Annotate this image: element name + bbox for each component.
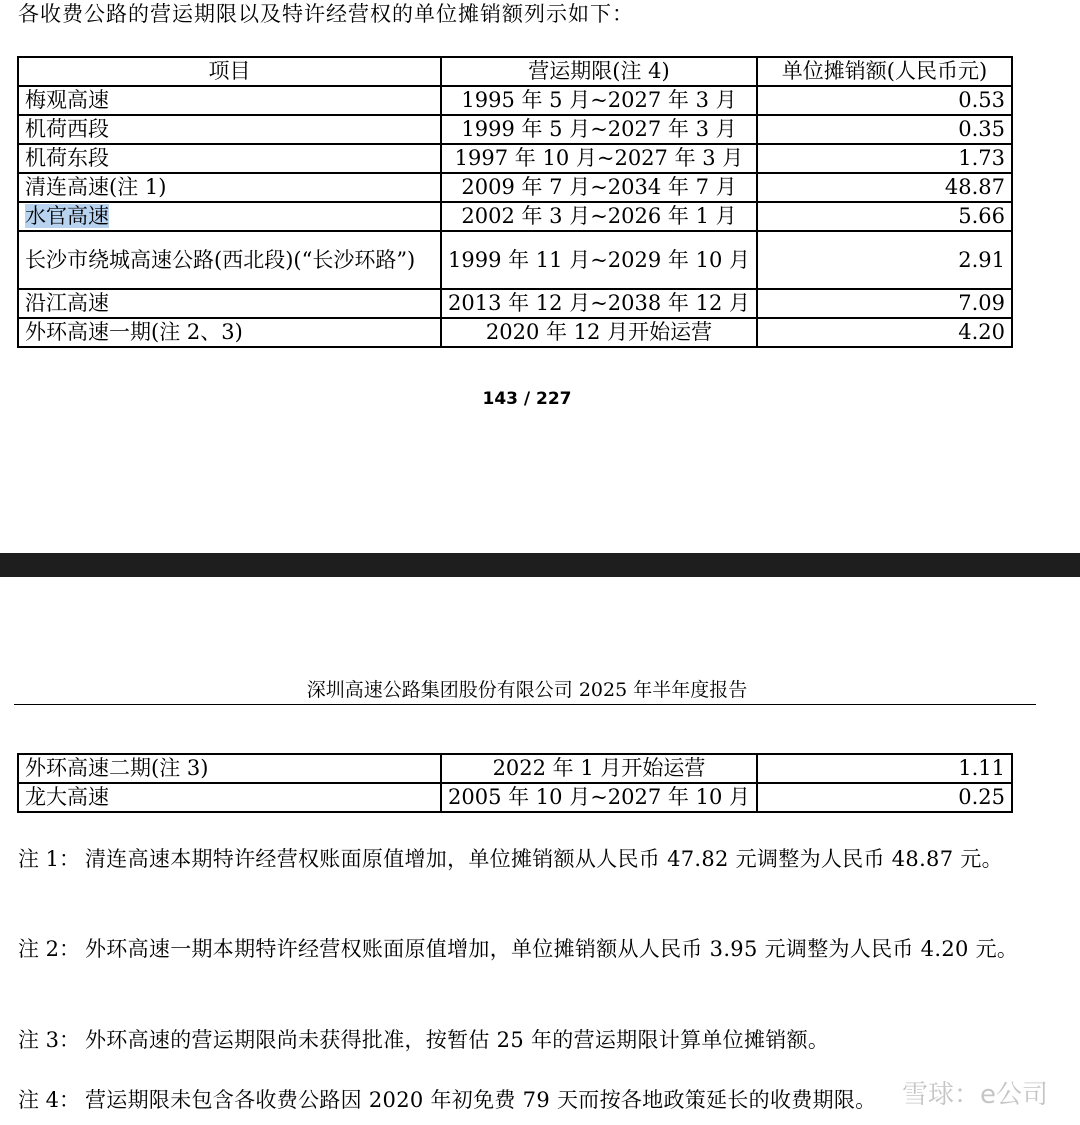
cell-amount: 0.35 [757, 115, 1012, 144]
table-row [18, 231, 1012, 289]
header-amount: 单位摊销额(人民币元) [757, 57, 1012, 86]
cell-period: 2009 年 7 月~2034 年 7 月 [441, 173, 757, 202]
cell-amount: 2.91 [757, 231, 1012, 289]
cell-period: 2020 年 12 月开始运营 [441, 318, 757, 347]
table-header-row [18, 57, 1012, 86]
note-text: 外环高速的营运期限尚未获得批准，按暂估 25 年的营运期限计算单位摊销额。 [85, 1028, 830, 1052]
table-row [18, 754, 1012, 783]
header-period: 营运期限(注 4) [441, 57, 757, 86]
note-1 [18, 843, 1058, 875]
cell-name: 梅观高速 [18, 86, 441, 115]
cell-name-highlighted[interactable] [18, 202, 441, 231]
table-row [18, 202, 1012, 231]
table-row [18, 289, 1012, 318]
note-label: 注 2： [18, 937, 81, 961]
note-3 [18, 1024, 1058, 1056]
header-item: 项目 [18, 57, 441, 86]
cell-amount: 0.25 [757, 783, 1012, 812]
note-2 [18, 933, 1058, 965]
cell-name: 外环高速一期(注 2、3) [18, 318, 441, 347]
note-text: 营运期限未包含各收费公路因 2020 年初免费 79 天而按各地政策延长的收费期限。 [85, 1088, 877, 1112]
table-row [18, 144, 1012, 173]
note-label: 注 3： [18, 1028, 81, 1052]
cell-name: 清连高速(注 1) [18, 173, 441, 202]
table-row [18, 173, 1012, 202]
table-row [18, 318, 1012, 347]
intro-text: 各收费公路的营运期限以及特许经营权的单位摊销额列示如下： [18, 2, 634, 26]
cell-name: 沿江高速 [18, 289, 441, 318]
text-selection-highlight[interactable]: 水官高速 [25, 204, 109, 228]
header-rule [14, 704, 1036, 705]
cell-period: 2002 年 3 月~2026 年 1 月 [441, 202, 757, 231]
toll-road-table [17, 56, 1013, 348]
cell-amount: 4.20 [757, 318, 1012, 347]
cell-name: 机荷西段 [18, 115, 441, 144]
cell-amount: 1.73 [757, 144, 1012, 173]
running-header: 深圳高速公路集团股份有限公司 2025 年半年度报告 [306, 679, 748, 701]
cell-period: 1999 年 5 月~2027 年 3 月 [441, 115, 757, 144]
note-label: 注 4： [18, 1088, 81, 1112]
note-label: 注 1： [18, 847, 81, 871]
toll-road-table-continued [17, 753, 1013, 813]
cell-amount: 7.09 [757, 289, 1012, 318]
cell-amount: 48.87 [757, 173, 1012, 202]
cell-amount: 1.11 [757, 754, 1012, 783]
table-row [18, 115, 1012, 144]
cell-amount: 5.66 [757, 202, 1012, 231]
cell-period: 2022 年 1 月开始运营 [441, 754, 757, 783]
cell-period: 2013 年 12 月~2038 年 12 月 [441, 289, 757, 318]
note-text: 清连高速本期特许经营权账面原值增加，单位摊销额从人民币 47.82 元调整为人民币 48.87 元。 [85, 847, 1003, 871]
note-text: 外环高速一期本期特许经营权账面原值增加，单位摊销额从人民币 3.95 元调整为人民币 4.20 元。 [85, 937, 1019, 961]
cell-name: 长沙市绕城高速公路(西北段)(“长沙环路”) [18, 231, 441, 289]
cell-period: 1995 年 5 月~2027 年 3 月 [441, 86, 757, 115]
cell-name: 外环高速二期(注 3) [18, 754, 441, 783]
watermark: 雪球：e公司 [902, 1080, 1048, 1110]
cell-period: 2005 年 10 月~2027 年 10 月 [441, 783, 757, 812]
cell-amount: 0.53 [757, 86, 1012, 115]
cell-period: 1999 年 11 月~2029 年 10 月 [441, 231, 757, 289]
table-row [18, 86, 1012, 115]
page-break-divider [0, 553, 1080, 577]
table-row [18, 783, 1012, 812]
cell-period: 1997 年 10 月~2027 年 3 月 [441, 144, 757, 173]
cell-name: 机荷东段 [18, 144, 441, 173]
page-number: 143 / 227 [482, 389, 572, 409]
cell-name: 龙大高速 [18, 783, 441, 812]
